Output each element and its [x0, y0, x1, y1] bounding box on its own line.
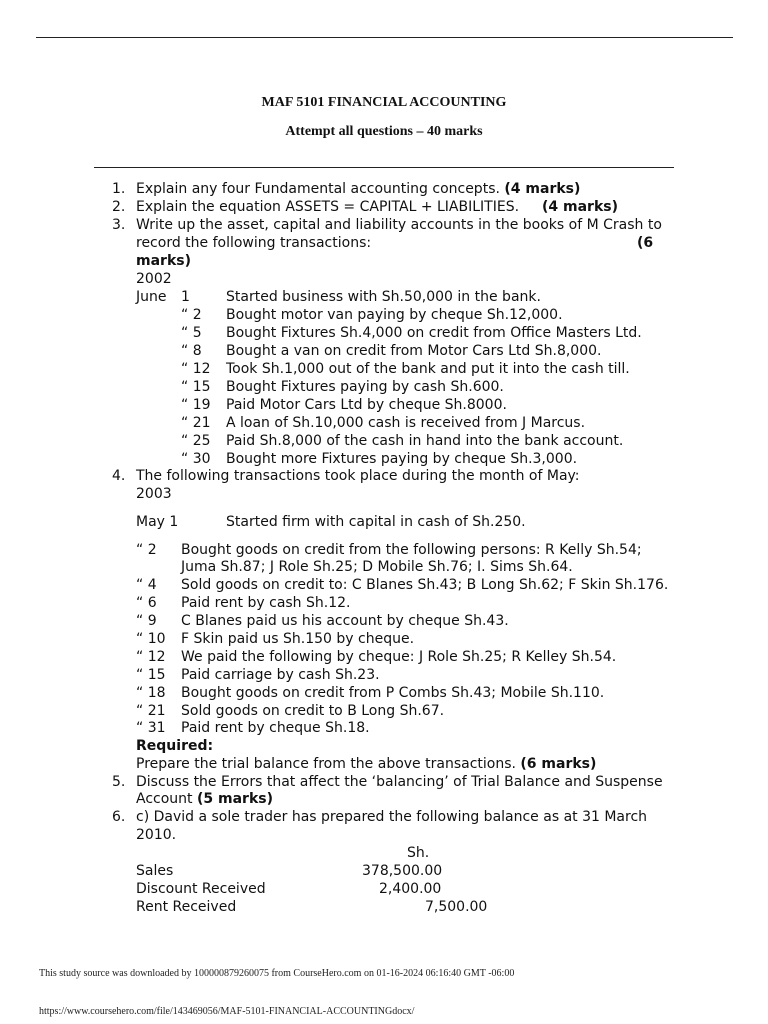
- q3-number: 3.: [112, 217, 126, 233]
- q1-question: Explain any four Fundamental accounting concepts.: [136, 181, 505, 197]
- q4-entry-desc: Bought goods on credit from the following persons: R Kelly Sh.54;: [181, 542, 642, 558]
- q5-number: 5.: [112, 774, 126, 790]
- top-rule: [36, 37, 733, 38]
- q4-entry-desc: Juma Sh.87; J Role Sh.25; D Mobile Sh.76; I. Sims Sh.64.: [181, 559, 573, 575]
- q6-row-label: Sales: [136, 863, 174, 879]
- page-title: MAF 5101 FINANCIAL ACCOUNTING: [261, 95, 507, 110]
- header-rule: [94, 167, 674, 168]
- q4-entry-desc: Paid rent by cash Sh.12.: [181, 595, 351, 611]
- q6-line2: 2010.: [136, 827, 177, 843]
- q4-entry-day: “ 9: [136, 613, 157, 629]
- q4-entry-desc: Sold goods on credit to B Long Sh.67.: [181, 703, 445, 719]
- q6-row-amount: 7,500.00: [425, 899, 488, 915]
- q1-marks: (4 marks): [504, 181, 581, 197]
- q3-entry-day: “ 2: [181, 307, 202, 323]
- q4-intro: The following transactions took place during the month of May:: [136, 468, 580, 484]
- q5-line2: [136, 790, 273, 808]
- q5-line1: Discuss the Errors that affect the ‘balancing’ of Trial Balance and Suspense: [136, 774, 663, 790]
- q6-row-label: Rent Received: [136, 899, 237, 915]
- q3-marks-a: (6: [637, 235, 654, 251]
- q4-entry-day: “ 31: [136, 720, 166, 736]
- q3-entry-day: “ 8: [181, 343, 202, 359]
- q6-number: 6.: [112, 809, 126, 825]
- q6-column-header: Sh.: [407, 845, 430, 861]
- q3-entry-desc: Took Sh.1,000 out of the bank and put it into the cash till.: [226, 361, 630, 377]
- q4-entry-desc: We paid the following by cheque: J Role Sh.25; R Kelley Sh.54.: [181, 649, 617, 665]
- q3-line2: record the following transactions:: [136, 235, 372, 251]
- q3-entry-desc: Bought motor van paying by cheque Sh.12,000.: [226, 307, 563, 323]
- q5-line2-text: Account: [136, 791, 197, 807]
- q4-first-desc: Started firm with capital in cash of Sh.250.: [226, 514, 526, 530]
- q3-entry-day: “ 5: [181, 325, 202, 341]
- q1-number: 1.: [112, 181, 126, 197]
- q3-marks-b: marks): [136, 253, 191, 269]
- q1-text: [136, 180, 580, 198]
- q4-entry-desc: Bought goods on credit from P Combs Sh.43; Mobile Sh.110.: [181, 685, 605, 701]
- q4-entry-day: “ 15: [136, 667, 166, 683]
- q4-required-label: Required:: [136, 738, 214, 754]
- q3-month: June: [136, 289, 167, 305]
- q3-entry-day: “ 21: [181, 415, 211, 431]
- q3-year: 2002: [136, 271, 172, 287]
- q4-entry-desc: C Blanes paid us his account by cheque Sh.43.: [181, 613, 509, 629]
- q4-number: 4.: [112, 468, 126, 484]
- q4-entry-desc: Paid rent by cheque Sh.18.: [181, 720, 370, 736]
- q2-marks: (4 marks): [542, 199, 618, 215]
- q4-entry-day: “ 10: [136, 631, 166, 647]
- q4-entry-day: “ 6: [136, 595, 157, 611]
- q6-row-amount: 378,500.00: [362, 863, 443, 879]
- q3-entry-desc: Bought more Fixtures paying by cheque Sh.3,000.: [226, 451, 578, 467]
- q4-required-text: Prepare the trial balance from the above transactions.: [136, 756, 521, 772]
- q3-entry-day: “ 15: [181, 379, 211, 395]
- q3-entry-desc: Bought Fixtures Sh.4,000 on credit from Office Masters Ltd.: [226, 325, 642, 341]
- q6-row-amount: 2,400.00: [379, 881, 442, 897]
- q6-line1: c) David a sole trader has prepared the following balance as at 31 March: [136, 809, 648, 825]
- q4-entry-day: “ 21: [136, 703, 166, 719]
- page-subtitle: Attempt all questions – 40 marks: [285, 124, 483, 139]
- q3-entry-desc: Started business with Sh.50,000 in the bank.: [226, 289, 541, 305]
- q6-row-label: Discount Received: [136, 881, 266, 897]
- q3-entry-day: “ 19: [181, 397, 211, 413]
- q3-line1: Write up the asset, capital and liability accounts in the books of M Crash to: [136, 217, 662, 233]
- q3-entry-day: “ 25: [181, 433, 211, 449]
- q4-required-marks: (6 marks): [520, 756, 597, 772]
- q4-entry-desc: F Skin paid us Sh.150 by cheque.: [181, 631, 415, 647]
- q4-first-date: May 1: [136, 514, 179, 530]
- q4-entry-day: “ 4: [136, 577, 157, 593]
- q3-entry-desc: Bought Fixtures paying by cash Sh.600.: [226, 379, 504, 395]
- q3-entry-day: “ 30: [181, 451, 211, 467]
- q4-entry-day: “ 18: [136, 685, 166, 701]
- q4-entry-desc: Sold goods on credit to: C Blanes Sh.43; B Long Sh.62; F Skin Sh.176.: [181, 577, 669, 593]
- q3-entry-desc: Paid Motor Cars Ltd by cheque Sh.8000.: [226, 397, 507, 413]
- q3-entry-desc: Bought a van on credit from Motor Cars Ltd Sh.8,000.: [226, 343, 602, 359]
- q5-marks: (5 marks): [196, 791, 273, 807]
- download-note: This study source was downloaded by 100000879260075 from CourseHero.com on 01-16-2024 06:16:40 GMT -06:00: [39, 968, 515, 979]
- q3-entry-desc: A loan of Sh.10,000 cash is received from J Marcus.: [226, 415, 586, 431]
- source-url[interactable]: https://www.coursehero.com/file/143469056/MAF-5101-FINANCIAL-ACCOUNTINGdocx/: [39, 1006, 415, 1017]
- q4-entry-day: “ 12: [136, 649, 166, 665]
- q2-question: Explain the equation ASSETS = CAPITAL + LIABILITIES.: [136, 199, 520, 215]
- q4-year: 2003: [136, 486, 172, 502]
- q4-entry-day: “ 2: [136, 542, 157, 558]
- q3-entry-desc: Paid Sh.8,000 of the cash in hand into the bank account.: [226, 433, 624, 449]
- q4-entry-desc: Paid carriage by cash Sh.23.: [181, 667, 380, 683]
- q3-entry-day: “ 12: [181, 361, 211, 377]
- q3-entry-day: 1: [181, 289, 190, 305]
- q2-number: 2.: [112, 199, 126, 215]
- q4-required: [136, 755, 596, 773]
